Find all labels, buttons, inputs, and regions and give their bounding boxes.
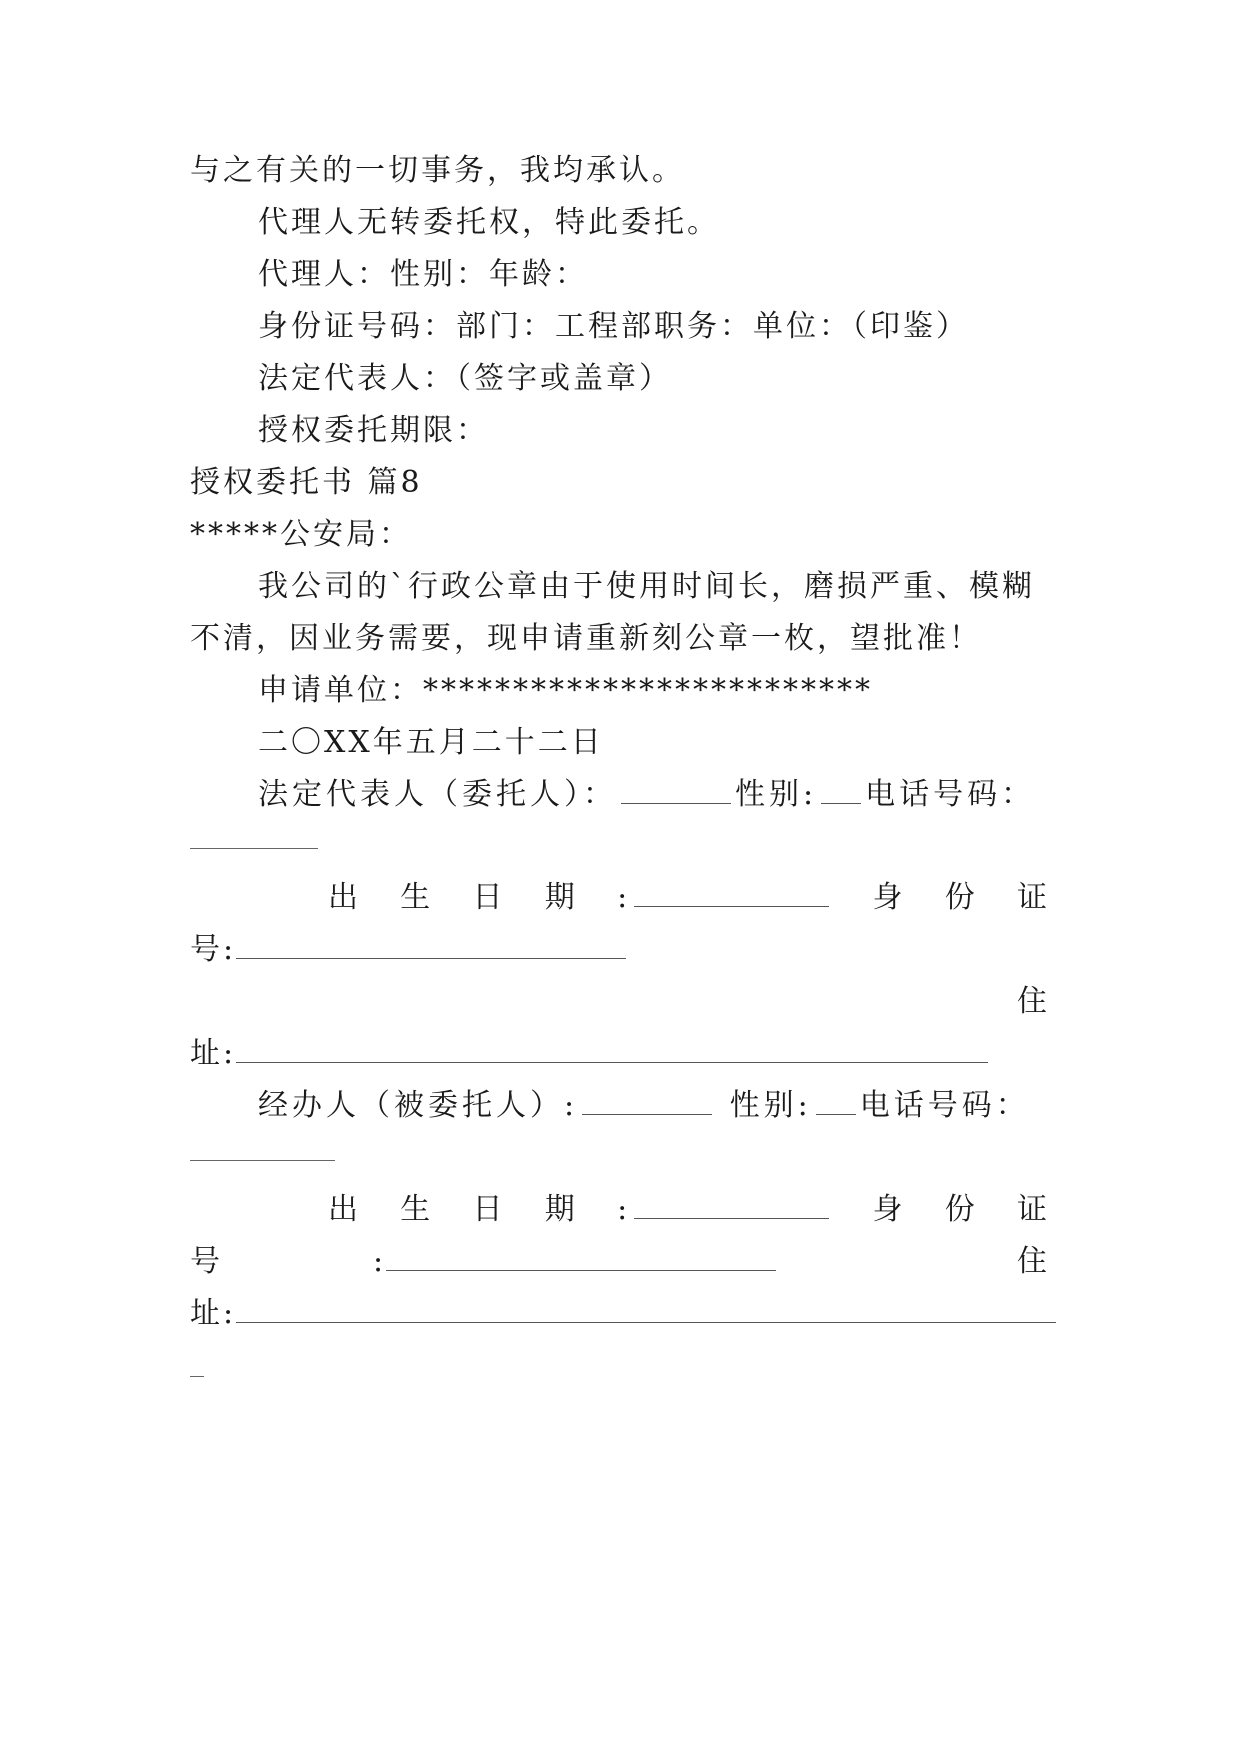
id-number-line [190, 1242, 1050, 1282]
id-colon-field: : [373, 1242, 780, 1282]
paragraph-line: 代理人无转委托权，特此委托。 [258, 205, 720, 240]
id-char: 份 [944, 1192, 978, 1227]
blank-field [190, 1376, 204, 1377]
blank-field [816, 1090, 856, 1115]
blank-field [821, 779, 861, 804]
birth-char: 出 [328, 1192, 361, 1227]
id-number-line [190, 930, 1050, 970]
birth-char: 生 [400, 880, 434, 915]
blank-field [634, 1194, 829, 1219]
birth-char: 日 [472, 1192, 506, 1227]
address-label-2: 址: [190, 1296, 237, 1331]
addressee: *****公安局： [190, 517, 412, 552]
id-char: 证 [1016, 1192, 1050, 1227]
id-tail-label: 号: [190, 932, 237, 967]
id-char: 身 [872, 880, 906, 915]
paragraph-line: 代理人：性别：年龄： [258, 257, 588, 292]
blank-field [236, 1038, 988, 1063]
birth-char: 期 [544, 1192, 578, 1227]
legal-rep-line [258, 775, 1050, 815]
blank-field [386, 1246, 776, 1271]
blank-field [621, 779, 731, 804]
section-heading: 授权委托书 篇8 [190, 465, 423, 500]
birth-colon: : [617, 878, 833, 918]
paragraph-line: 与之有关的一切事务，我均承认。 [190, 153, 685, 188]
paragraph-line: 身份证号码：部门：工程部职务：单位：（印鉴） [258, 309, 969, 344]
birth-id-line [328, 1190, 1050, 1230]
legal-rep-label: 法定代表人（委托人）： [258, 777, 617, 812]
blank-field [236, 1298, 1056, 1323]
id-hao-label: 号 [190, 1244, 223, 1279]
paragraph-line: 法定代表人：（签字或盖章） [258, 361, 672, 396]
address-line [190, 1294, 1050, 1334]
birth-id-line [328, 878, 1050, 918]
date-line: 二〇XX年五月二十二日 [258, 725, 604, 760]
agent-line [258, 1086, 1050, 1126]
birth-char: 日 [472, 880, 506, 915]
blank-field [236, 934, 626, 959]
blank-field [190, 1160, 335, 1161]
blank-field [582, 1090, 712, 1115]
birth-char: 期 [544, 880, 578, 915]
phone-label: 电话号码： [859, 1088, 1030, 1123]
birth-char: 出 [328, 880, 361, 915]
paragraph-line: 我公司的`行政公章由于使用时间长，磨损严重、模糊 [258, 569, 1035, 604]
paragraph-line: 不清，因业务需要，现申请重新刻公章一枚，望批准！ [190, 621, 982, 656]
address-label-2: 址: [190, 1036, 237, 1071]
birth-colon: : [617, 1190, 833, 1230]
blank-field [190, 848, 318, 849]
phone-label: 电话号码： [865, 777, 1036, 812]
paragraph-line: 授权委托期限： [258, 413, 489, 448]
id-char: 证 [1016, 880, 1050, 915]
applicant-line: 申请单位：************************* [258, 673, 873, 708]
address-label-1: 住 [1017, 984, 1050, 1019]
id-char: 份 [944, 880, 978, 915]
blank-field [634, 882, 829, 907]
address-label-1: 住 [1017, 1244, 1050, 1279]
address-line [190, 1034, 1050, 1074]
birth-char: 生 [400, 1192, 434, 1227]
agent-label: 经办人（被委托人）: [258, 1088, 579, 1123]
gender-label: 性别: [729, 1088, 812, 1123]
id-char: 身 [872, 1192, 906, 1227]
gender-label: 性别: [735, 777, 818, 812]
